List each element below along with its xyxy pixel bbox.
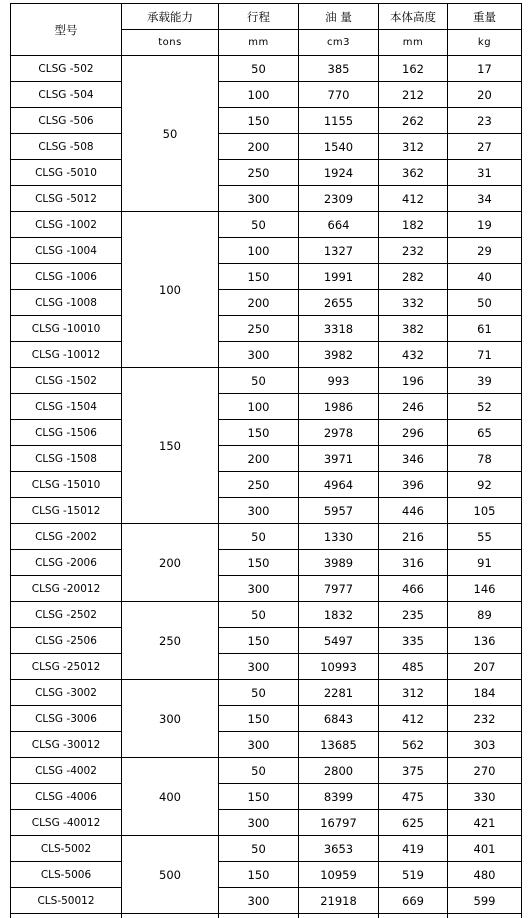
table-row: [11, 108, 522, 134]
cell-oil: 7977: [299, 576, 379, 602]
cell-model: CLSG -20012: [11, 576, 122, 602]
cell-weight: 270: [448, 758, 522, 784]
cell-stroke: 50: [219, 212, 299, 238]
cell-weight: 146: [448, 576, 522, 602]
cell-height: 296: [379, 420, 448, 446]
cell-weight: 19: [448, 212, 522, 238]
cell-stroke: 50: [219, 56, 299, 82]
cell-oil: 13685: [299, 732, 379, 758]
spec-table-body: [11, 4, 522, 918]
cell-height: 212: [379, 82, 448, 108]
cell-height: 282: [379, 264, 448, 290]
cell-weight: 184: [448, 680, 522, 706]
cell-height: 419: [379, 836, 448, 862]
cell-height: 235: [379, 602, 448, 628]
table-row: [11, 758, 522, 784]
spec-table: [10, 3, 522, 918]
table-row: [11, 524, 522, 550]
cell-weight: 40: [448, 264, 522, 290]
cell-oil: 1330: [299, 524, 379, 550]
cell-height: 669: [379, 888, 448, 914]
cell-model: CLS-5002: [11, 836, 122, 862]
table-row: [11, 316, 522, 342]
header-stroke: 行程: [219, 4, 299, 30]
cell-capacity: 150: [122, 368, 219, 524]
cell-height: 375: [379, 758, 448, 784]
cell-stroke: 50: [219, 524, 299, 550]
table-row: [11, 498, 522, 524]
cell-weight: 401: [448, 836, 522, 862]
cell-oil: 4964: [299, 472, 379, 498]
cell-model: CLSG -15012: [11, 498, 122, 524]
cell-weight: 23: [448, 108, 522, 134]
cell-model: CLS-5006: [11, 862, 122, 888]
cell-oil: 3318: [299, 316, 379, 342]
cell-height: 562: [379, 732, 448, 758]
cell-height: 162: [379, 56, 448, 82]
cell-weight: 105: [448, 498, 522, 524]
cell-capacity: 500: [122, 836, 219, 914]
cell-stroke: 150: [219, 628, 299, 654]
cutoff-cell: [379, 914, 448, 918]
cell-height: 262: [379, 108, 448, 134]
cell-model: CLSG -30012: [11, 732, 122, 758]
cell-oil: 1991: [299, 264, 379, 290]
cell-oil: 1540: [299, 134, 379, 160]
cell-model: CLSG -504: [11, 82, 122, 108]
cell-stroke: 150: [219, 784, 299, 810]
unit-height: mm: [379, 30, 448, 56]
cell-weight: 17: [448, 56, 522, 82]
cell-oil: 2800: [299, 758, 379, 784]
cell-stroke: 300: [219, 732, 299, 758]
table-row: [11, 472, 522, 498]
cell-model: CLSG -508: [11, 134, 122, 160]
cell-stroke: 150: [219, 862, 299, 888]
cell-stroke: 50: [219, 368, 299, 394]
cell-stroke: 300: [219, 810, 299, 836]
cell-weight: 34: [448, 186, 522, 212]
table-row: [11, 732, 522, 758]
cell-weight: 599: [448, 888, 522, 914]
cell-weight: 55: [448, 524, 522, 550]
cell-height: 412: [379, 706, 448, 732]
header-model: 型号: [11, 4, 122, 56]
cell-stroke: 50: [219, 680, 299, 706]
cell-oil: 8399: [299, 784, 379, 810]
cell-weight: 421: [448, 810, 522, 836]
cell-model: CLSG -3002: [11, 680, 122, 706]
cell-stroke: 100: [219, 82, 299, 108]
cell-model: CLSG -502: [11, 56, 122, 82]
cell-weight: 78: [448, 446, 522, 472]
cutoff-cell: [122, 914, 219, 918]
cell-stroke: 150: [219, 706, 299, 732]
cell-stroke: 150: [219, 550, 299, 576]
cell-capacity: 100: [122, 212, 219, 368]
cell-height: 316: [379, 550, 448, 576]
cell-model: CLSG -3006: [11, 706, 122, 732]
cell-model: CLSG -40012: [11, 810, 122, 836]
cell-stroke: 300: [219, 342, 299, 368]
table-row: [11, 628, 522, 654]
cell-stroke: 50: [219, 758, 299, 784]
cell-height: 519: [379, 862, 448, 888]
cutoff-cell: [299, 914, 379, 918]
cell-model: CLSG -5012: [11, 186, 122, 212]
cell-height: 182: [379, 212, 448, 238]
unit-stroke: mm: [219, 30, 299, 56]
cell-oil: 993: [299, 368, 379, 394]
cell-capacity: 400: [122, 758, 219, 836]
cell-height: 312: [379, 134, 448, 160]
cell-weight: 61: [448, 316, 522, 342]
cell-model: CLSG -1502: [11, 368, 122, 394]
unit-oil: cm3: [299, 30, 379, 56]
cell-model: CLSG -10012: [11, 342, 122, 368]
cell-stroke: 100: [219, 238, 299, 264]
unit-capacity: tons: [122, 30, 219, 56]
header-row: [11, 4, 522, 30]
table-row: [11, 420, 522, 446]
header-oil: 油 量: [299, 4, 379, 30]
cutoff-cell: [448, 914, 522, 918]
cell-stroke: 250: [219, 160, 299, 186]
cell-stroke: 250: [219, 472, 299, 498]
cell-weight: 71: [448, 342, 522, 368]
table-row: [11, 888, 522, 914]
table-row: [11, 836, 522, 862]
cell-weight: 303: [448, 732, 522, 758]
cell-weight: 480: [448, 862, 522, 888]
cell-oil: 10959: [299, 862, 379, 888]
cell-height: 196: [379, 368, 448, 394]
cell-weight: 232: [448, 706, 522, 732]
table-row: [11, 238, 522, 264]
cell-stroke: 300: [219, 498, 299, 524]
cell-model: CLSG -1006: [11, 264, 122, 290]
cell-stroke: 300: [219, 576, 299, 602]
table-row: [11, 290, 522, 316]
cell-weight: 89: [448, 602, 522, 628]
cell-model: CLSG -2506: [11, 628, 122, 654]
cell-height: 396: [379, 472, 448, 498]
cell-model: CLSG -2002: [11, 524, 122, 550]
cell-model: CLSG -1504: [11, 394, 122, 420]
cutoff-cell: [11, 914, 122, 918]
cell-oil: 3653: [299, 836, 379, 862]
cell-stroke: 200: [219, 134, 299, 160]
cell-stroke: 150: [219, 264, 299, 290]
cell-capacity: 250: [122, 602, 219, 680]
table-row: [11, 446, 522, 472]
table-row: [11, 56, 522, 82]
cell-oil: 1924: [299, 160, 379, 186]
header-weight: 重量: [448, 4, 522, 30]
cell-oil: 1986: [299, 394, 379, 420]
cell-stroke: 200: [219, 290, 299, 316]
unit-weight: kg: [448, 30, 522, 56]
cell-height: 475: [379, 784, 448, 810]
cell-stroke: 150: [219, 108, 299, 134]
cell-oil: 3989: [299, 550, 379, 576]
cell-oil: 21918: [299, 888, 379, 914]
cell-oil: 10993: [299, 654, 379, 680]
table-row: [11, 550, 522, 576]
cell-oil: 5957: [299, 498, 379, 524]
cell-oil: 5497: [299, 628, 379, 654]
table-row: [11, 602, 522, 628]
cell-height: 412: [379, 186, 448, 212]
cell-stroke: 250: [219, 316, 299, 342]
cell-oil: 2655: [299, 290, 379, 316]
cell-oil: 385: [299, 56, 379, 82]
cell-model: CLSG -1004: [11, 238, 122, 264]
cell-model: CLSG -2502: [11, 602, 122, 628]
cell-weight: 50: [448, 290, 522, 316]
cell-model: CLSG -506: [11, 108, 122, 134]
cell-model: CLSG -4006: [11, 784, 122, 810]
cell-weight: 330: [448, 784, 522, 810]
table-row: [11, 706, 522, 732]
cutoff-cell: [219, 914, 299, 918]
table-row: [11, 394, 522, 420]
table-row: [11, 368, 522, 394]
cell-oil: 3971: [299, 446, 379, 472]
cell-height: 625: [379, 810, 448, 836]
cell-model: CLSG -5010: [11, 160, 122, 186]
cell-weight: 27: [448, 134, 522, 160]
header-capacity: 承载能力: [122, 4, 219, 30]
header-height: 本体高度: [379, 4, 448, 30]
table-row: [11, 810, 522, 836]
cell-oil: 16797: [299, 810, 379, 836]
table-row: [11, 134, 522, 160]
cell-height: 216: [379, 524, 448, 550]
cell-stroke: 200: [219, 446, 299, 472]
cell-height: 312: [379, 680, 448, 706]
cell-oil: 2309: [299, 186, 379, 212]
cell-model: CLSG -1008: [11, 290, 122, 316]
table-row: [11, 160, 522, 186]
cell-height: 362: [379, 160, 448, 186]
table-row: [11, 680, 522, 706]
cell-model: CLSG -25012: [11, 654, 122, 680]
cell-height: 466: [379, 576, 448, 602]
cell-oil: 1327: [299, 238, 379, 264]
cell-capacity: 50: [122, 56, 219, 212]
cell-height: 346: [379, 446, 448, 472]
table-row: [11, 212, 522, 238]
cell-weight: 52: [448, 394, 522, 420]
cell-oil: 770: [299, 82, 379, 108]
cell-model: CLSG -2006: [11, 550, 122, 576]
table-row-cutoff: [11, 914, 522, 918]
cell-stroke: 50: [219, 836, 299, 862]
cell-model: CLSG -1506: [11, 420, 122, 446]
cell-oil: 1832: [299, 602, 379, 628]
cell-height: 446: [379, 498, 448, 524]
cell-model: CLSG -1002: [11, 212, 122, 238]
cell-weight: 20: [448, 82, 522, 108]
cell-capacity: 300: [122, 680, 219, 758]
cell-model: CLSG -1508: [11, 446, 122, 472]
table-row: [11, 576, 522, 602]
table-row: [11, 186, 522, 212]
cell-model: CLSG -15010: [11, 472, 122, 498]
table-row: [11, 784, 522, 810]
cell-oil: 1155: [299, 108, 379, 134]
cell-stroke: 300: [219, 186, 299, 212]
cell-weight: 207: [448, 654, 522, 680]
cell-weight: 39: [448, 368, 522, 394]
cell-weight: 92: [448, 472, 522, 498]
cell-height: 232: [379, 238, 448, 264]
cell-stroke: 300: [219, 654, 299, 680]
cell-model: CLSG -4002: [11, 758, 122, 784]
cell-stroke: 100: [219, 394, 299, 420]
cell-capacity: 200: [122, 524, 219, 602]
cell-stroke: 50: [219, 602, 299, 628]
cell-height: 335: [379, 628, 448, 654]
cell-stroke: 300: [219, 888, 299, 914]
cell-weight: 91: [448, 550, 522, 576]
cell-model: CLSG -10010: [11, 316, 122, 342]
cell-oil: 6843: [299, 706, 379, 732]
cell-height: 485: [379, 654, 448, 680]
table-row: [11, 342, 522, 368]
table-row: [11, 264, 522, 290]
cell-oil: 2281: [299, 680, 379, 706]
cell-height: 246: [379, 394, 448, 420]
cell-weight: 65: [448, 420, 522, 446]
cell-height: 332: [379, 290, 448, 316]
cell-stroke: 150: [219, 420, 299, 446]
cell-weight: 31: [448, 160, 522, 186]
cell-height: 382: [379, 316, 448, 342]
cell-oil: 3982: [299, 342, 379, 368]
cell-model: CLS-50012: [11, 888, 122, 914]
cell-weight: 29: [448, 238, 522, 264]
cell-weight: 136: [448, 628, 522, 654]
table-row: [11, 82, 522, 108]
cell-height: 432: [379, 342, 448, 368]
cell-oil: 664: [299, 212, 379, 238]
table-row: [11, 862, 522, 888]
cell-oil: 2978: [299, 420, 379, 446]
table-row: [11, 654, 522, 680]
